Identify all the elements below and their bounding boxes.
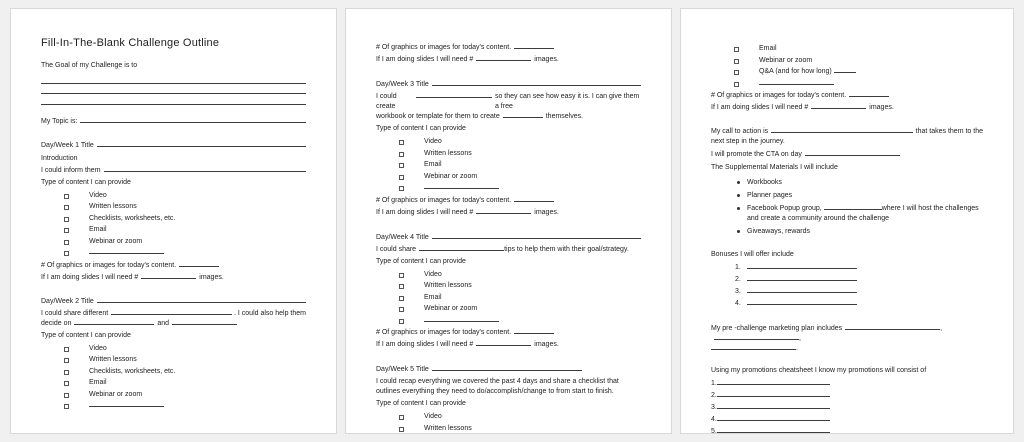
slides-suffix: images. bbox=[534, 56, 559, 63]
slides-label: If I am doing slides I will need # bbox=[376, 56, 474, 63]
item-label: Video bbox=[424, 270, 442, 278]
bonus-row bbox=[711, 274, 983, 286]
week4-share-after: tips to help them with their goal/strategy. bbox=[504, 245, 629, 253]
item-blank bbox=[424, 317, 499, 322]
item-label: Checklists, worksheets, etc. bbox=[89, 367, 176, 375]
week5-title-label: Day/Week 5 Title bbox=[376, 366, 429, 373]
list-item bbox=[424, 148, 641, 160]
item-label: Email bbox=[89, 379, 107, 386]
list-item bbox=[424, 280, 641, 292]
bonus-row bbox=[711, 286, 983, 298]
facebook-blank bbox=[824, 205, 882, 210]
week1-title-label: Day/Week 1 Title bbox=[41, 141, 94, 149]
item-blank bbox=[424, 184, 499, 189]
marketing-blank-1 bbox=[845, 325, 943, 332]
week4-title-label: Day/Week 4 Title bbox=[376, 233, 429, 241]
week5-content-list bbox=[376, 411, 641, 434]
week2-slides-line bbox=[376, 55, 641, 65]
goal-blank-lines bbox=[41, 73, 306, 105]
list-item bbox=[89, 354, 306, 366]
supplemental-heading: The Supplemental Materials I will include bbox=[711, 164, 838, 171]
item-label: Video bbox=[424, 413, 442, 420]
week3-create-blank bbox=[416, 93, 492, 98]
marketing-label: My pre -challenge marketing plan includes bbox=[711, 325, 843, 332]
graphics-blank bbox=[514, 44, 554, 49]
item-label: Email bbox=[424, 293, 442, 301]
week3-slides-line bbox=[376, 208, 641, 218]
list-item bbox=[89, 201, 306, 213]
item-label: Video bbox=[89, 191, 107, 199]
promo-row bbox=[711, 414, 983, 426]
bonus-row bbox=[711, 298, 983, 310]
graphics-blank bbox=[514, 197, 554, 202]
item-label: Video bbox=[89, 344, 107, 352]
bonuses-heading: Bonuses I will offer include bbox=[711, 251, 794, 258]
goal-label: The Goal of my Challenge is to bbox=[41, 62, 138, 69]
page-2 bbox=[345, 8, 672, 434]
slides-label: If I am doing slides I will need # bbox=[376, 208, 474, 216]
list-item bbox=[89, 224, 306, 236]
topic-blank bbox=[80, 118, 306, 123]
week1-slides-line bbox=[41, 273, 306, 283]
graphics-label: # Of graphics or images for today's content. bbox=[376, 44, 512, 51]
bonus-blank bbox=[747, 300, 857, 305]
bonus-number: 4. bbox=[735, 300, 741, 307]
week5-graphics-line bbox=[711, 91, 983, 101]
week2-share-line bbox=[41, 309, 306, 319]
graphics-label: # Of graphics or images for today's content. bbox=[376, 196, 512, 204]
week1-content-list bbox=[41, 190, 306, 259]
list-item bbox=[89, 190, 306, 202]
promo-blank bbox=[717, 392, 830, 397]
page-1 bbox=[10, 8, 337, 434]
week4-title-blank bbox=[432, 234, 641, 239]
week2-decide-line bbox=[41, 319, 306, 329]
promo-number: 5. bbox=[711, 428, 717, 434]
slides-label: If I am doing slides I will need # bbox=[41, 273, 139, 281]
slides-blank bbox=[476, 56, 531, 61]
list-item-blank bbox=[89, 400, 306, 412]
list-item bbox=[89, 389, 306, 401]
period: . bbox=[796, 345, 798, 352]
item-label: Written lessons bbox=[424, 424, 472, 432]
graphics-blank bbox=[179, 262, 219, 267]
goal-line-3 bbox=[41, 94, 306, 105]
week2-title-blank bbox=[97, 298, 306, 303]
item-label: Written lessons bbox=[424, 149, 472, 157]
slides-suffix: images. bbox=[534, 208, 559, 216]
week3-create-before: I could create bbox=[376, 93, 397, 110]
week5-content-list-continued bbox=[711, 43, 983, 89]
marketing-line1 bbox=[711, 324, 983, 344]
week2-title-label: Day/Week 2 Title bbox=[41, 297, 94, 305]
topic-line bbox=[41, 117, 306, 127]
graphics-label: # Of graphics or images for today's content. bbox=[41, 261, 177, 269]
bonus-number: 1. bbox=[735, 264, 741, 271]
slides-label: If I am doing slides I will need # bbox=[376, 341, 474, 348]
list-item bbox=[89, 377, 306, 389]
item-blank bbox=[89, 402, 164, 407]
item-label: Email bbox=[759, 45, 777, 52]
list-item-blank bbox=[424, 315, 641, 327]
slides-blank bbox=[476, 341, 531, 346]
week2-decide-blank-1 bbox=[74, 320, 154, 325]
list-item bbox=[747, 189, 983, 202]
item-label: Written lessons bbox=[89, 356, 137, 363]
bonus-number: 2. bbox=[735, 276, 741, 283]
week3-create-after: themselves. bbox=[545, 113, 584, 120]
week2-decide-blank-2 bbox=[172, 320, 237, 325]
list-item bbox=[424, 269, 641, 281]
promo-row bbox=[711, 426, 983, 434]
promo-row bbox=[711, 390, 983, 402]
week3-create-blank-2 bbox=[503, 113, 543, 118]
promo-number: 4. bbox=[711, 416, 717, 423]
week3-graphics-line bbox=[376, 196, 641, 206]
cta-after: that takes them to the bbox=[915, 128, 983, 135]
week2-title-line bbox=[41, 297, 306, 307]
qa-blank bbox=[834, 68, 856, 73]
week4-content-list bbox=[376, 269, 641, 327]
bonus-number: 3. bbox=[735, 288, 741, 295]
list-item bbox=[424, 411, 641, 423]
list-item bbox=[747, 225, 983, 238]
list-item bbox=[747, 176, 983, 189]
week4-slides-line bbox=[376, 340, 641, 350]
week5-content-heading: Type of content I can provide bbox=[376, 400, 466, 407]
bonus-blank bbox=[747, 264, 857, 269]
item-label: Written lessons bbox=[89, 203, 137, 210]
slides-label: If I am doing slides I will need # bbox=[711, 104, 809, 111]
marketing-blank-2 bbox=[714, 335, 799, 340]
list-item bbox=[89, 343, 306, 355]
list-item bbox=[424, 159, 641, 171]
week3-title-label: Day/Week 3 Title bbox=[376, 81, 429, 88]
list-item bbox=[89, 366, 306, 378]
item-label: Webinar or zoom bbox=[89, 390, 143, 398]
slides-suffix: images. bbox=[534, 341, 559, 348]
item-label: Planner pages bbox=[747, 191, 793, 199]
promo-row bbox=[711, 378, 983, 390]
week5-title-blank bbox=[432, 366, 582, 371]
cta-day-line bbox=[711, 150, 983, 160]
week4-share-line bbox=[376, 245, 641, 255]
item-label: Webinar or zoom bbox=[89, 237, 143, 245]
promo-row bbox=[711, 402, 983, 414]
list-item bbox=[759, 43, 983, 55]
goal-line-2 bbox=[41, 84, 306, 95]
facebook-label: Facebook Popup group, bbox=[747, 204, 822, 212]
list-item bbox=[89, 236, 306, 248]
week1-title-blank bbox=[97, 142, 306, 147]
item-blank bbox=[759, 80, 834, 85]
goal-line-1 bbox=[41, 73, 306, 84]
slides-suffix: images. bbox=[199, 273, 224, 281]
slides-blank bbox=[811, 104, 866, 109]
week2-and: and bbox=[157, 319, 170, 327]
week1-intro: Introduction bbox=[41, 154, 78, 162]
item-label: Q&A (and for how long) bbox=[759, 68, 832, 75]
week1-inform-label: I could inform them bbox=[41, 166, 101, 174]
promo-number: 3. bbox=[711, 404, 717, 411]
week4-title-line bbox=[376, 233, 641, 243]
topic-label: My Topic is: bbox=[41, 117, 78, 125]
week3-create-line1 bbox=[376, 92, 641, 112]
cta-line1 bbox=[711, 127, 983, 137]
marketing-blank-3 bbox=[711, 345, 796, 350]
cta-before: My call to action is bbox=[711, 128, 769, 135]
week2-content-heading: Type of content I can provide bbox=[41, 331, 131, 339]
week2-share-before: I could share different bbox=[41, 309, 109, 317]
week3-create-mid: so they can see how easy it is. I can give them a free bbox=[494, 93, 640, 110]
marketing-line2 bbox=[711, 344, 983, 354]
item-label: Checklists, worksheets, etc. bbox=[89, 214, 176, 222]
week5-slides-line bbox=[711, 103, 983, 113]
graphics-label: # Of graphics or images for today's content. bbox=[711, 92, 847, 99]
list-item bbox=[424, 303, 641, 315]
item-label: Webinar or zoom bbox=[424, 172, 478, 180]
week3-content-heading: Type of content I can provide bbox=[376, 125, 466, 132]
promo-blank bbox=[717, 380, 830, 385]
page-3 bbox=[680, 8, 1014, 434]
week1-graphics-line bbox=[41, 261, 306, 271]
week4-share-before: I could share bbox=[376, 245, 417, 253]
item-label: Email bbox=[424, 161, 442, 168]
week5-recap: I could recap everything we covered the past 4 days and share a checklist that outlines everything they need to do/accomplish/change to from start to finish. bbox=[376, 378, 619, 395]
list-item bbox=[424, 423, 641, 435]
week1-inform-blank bbox=[104, 167, 306, 172]
promo-blank bbox=[717, 404, 830, 409]
week1-inform-line bbox=[41, 166, 306, 176]
week3-create-line2-text: workbook or template for them to create bbox=[376, 113, 500, 120]
comma: , bbox=[799, 335, 801, 342]
promo-blank bbox=[717, 416, 830, 421]
week3-create-line2 bbox=[376, 112, 641, 122]
promo-number: 1. bbox=[711, 380, 717, 387]
item-label: Email bbox=[89, 226, 107, 233]
item-label: Workbooks bbox=[747, 178, 782, 186]
list-item-blank bbox=[424, 182, 641, 194]
item-label: Giveaways, rewards bbox=[747, 227, 811, 235]
week4-content-heading: Type of content I can provide bbox=[376, 257, 466, 265]
week2-decide-label: decide on bbox=[41, 319, 72, 327]
supplemental-list bbox=[711, 176, 983, 238]
promotions-heading: Using my promotions cheatsheet I know my promotions will consist of bbox=[711, 367, 927, 374]
cta-line2: next step in the journey. bbox=[711, 138, 785, 145]
week4-share-blank bbox=[419, 246, 504, 251]
cta-day-blank bbox=[805, 151, 900, 156]
cta-blank bbox=[771, 128, 912, 133]
week4-graphics-line bbox=[376, 328, 641, 338]
slides-blank bbox=[141, 274, 196, 279]
week2-share-blank bbox=[111, 310, 232, 315]
item-label: Webinar or zoom bbox=[424, 305, 478, 312]
week3-title-line bbox=[376, 80, 641, 90]
week5-title-line bbox=[376, 365, 641, 375]
item-label: Video bbox=[424, 138, 442, 145]
week2-share-after: . I could also help them bbox=[234, 309, 306, 317]
bonus-blank bbox=[747, 276, 857, 281]
promo-blank bbox=[717, 428, 830, 433]
item-blank bbox=[89, 249, 164, 254]
list-item bbox=[424, 171, 641, 183]
list-item-blank bbox=[759, 78, 983, 90]
list-item bbox=[424, 292, 641, 304]
item-label: Written lessons bbox=[424, 282, 472, 289]
week1-title-line bbox=[41, 141, 306, 151]
promo-number: 2. bbox=[711, 392, 717, 399]
week3-title-blank bbox=[432, 81, 641, 86]
doc-title: Fill-In-The-Blank Challenge Outline bbox=[41, 37, 220, 49]
list-item-blank bbox=[89, 247, 306, 259]
slides-blank bbox=[476, 209, 531, 214]
week2-content-list bbox=[41, 343, 306, 412]
week2-graphics-line bbox=[376, 43, 641, 53]
list-item bbox=[89, 213, 306, 225]
bonus-row bbox=[711, 262, 983, 274]
graphics-blank bbox=[849, 92, 889, 97]
cta-day-label: I will promote the CTA on day bbox=[711, 151, 802, 158]
graphics-label: # Of graphics or images for today's content. bbox=[376, 329, 512, 336]
comma: , bbox=[940, 325, 943, 332]
item-label: Webinar or zoom bbox=[759, 56, 813, 64]
graphics-blank bbox=[514, 329, 554, 334]
list-item bbox=[747, 202, 983, 225]
slides-suffix: images. bbox=[869, 104, 894, 111]
list-item bbox=[759, 66, 983, 78]
bonus-blank bbox=[747, 288, 857, 293]
week3-content-list bbox=[376, 136, 641, 194]
facebook-after: where I will host the challenges and create a community around the challenge bbox=[747, 204, 979, 222]
week1-content-heading: Type of content I can provide bbox=[41, 178, 131, 186]
list-item bbox=[424, 136, 641, 148]
list-item bbox=[759, 55, 983, 67]
